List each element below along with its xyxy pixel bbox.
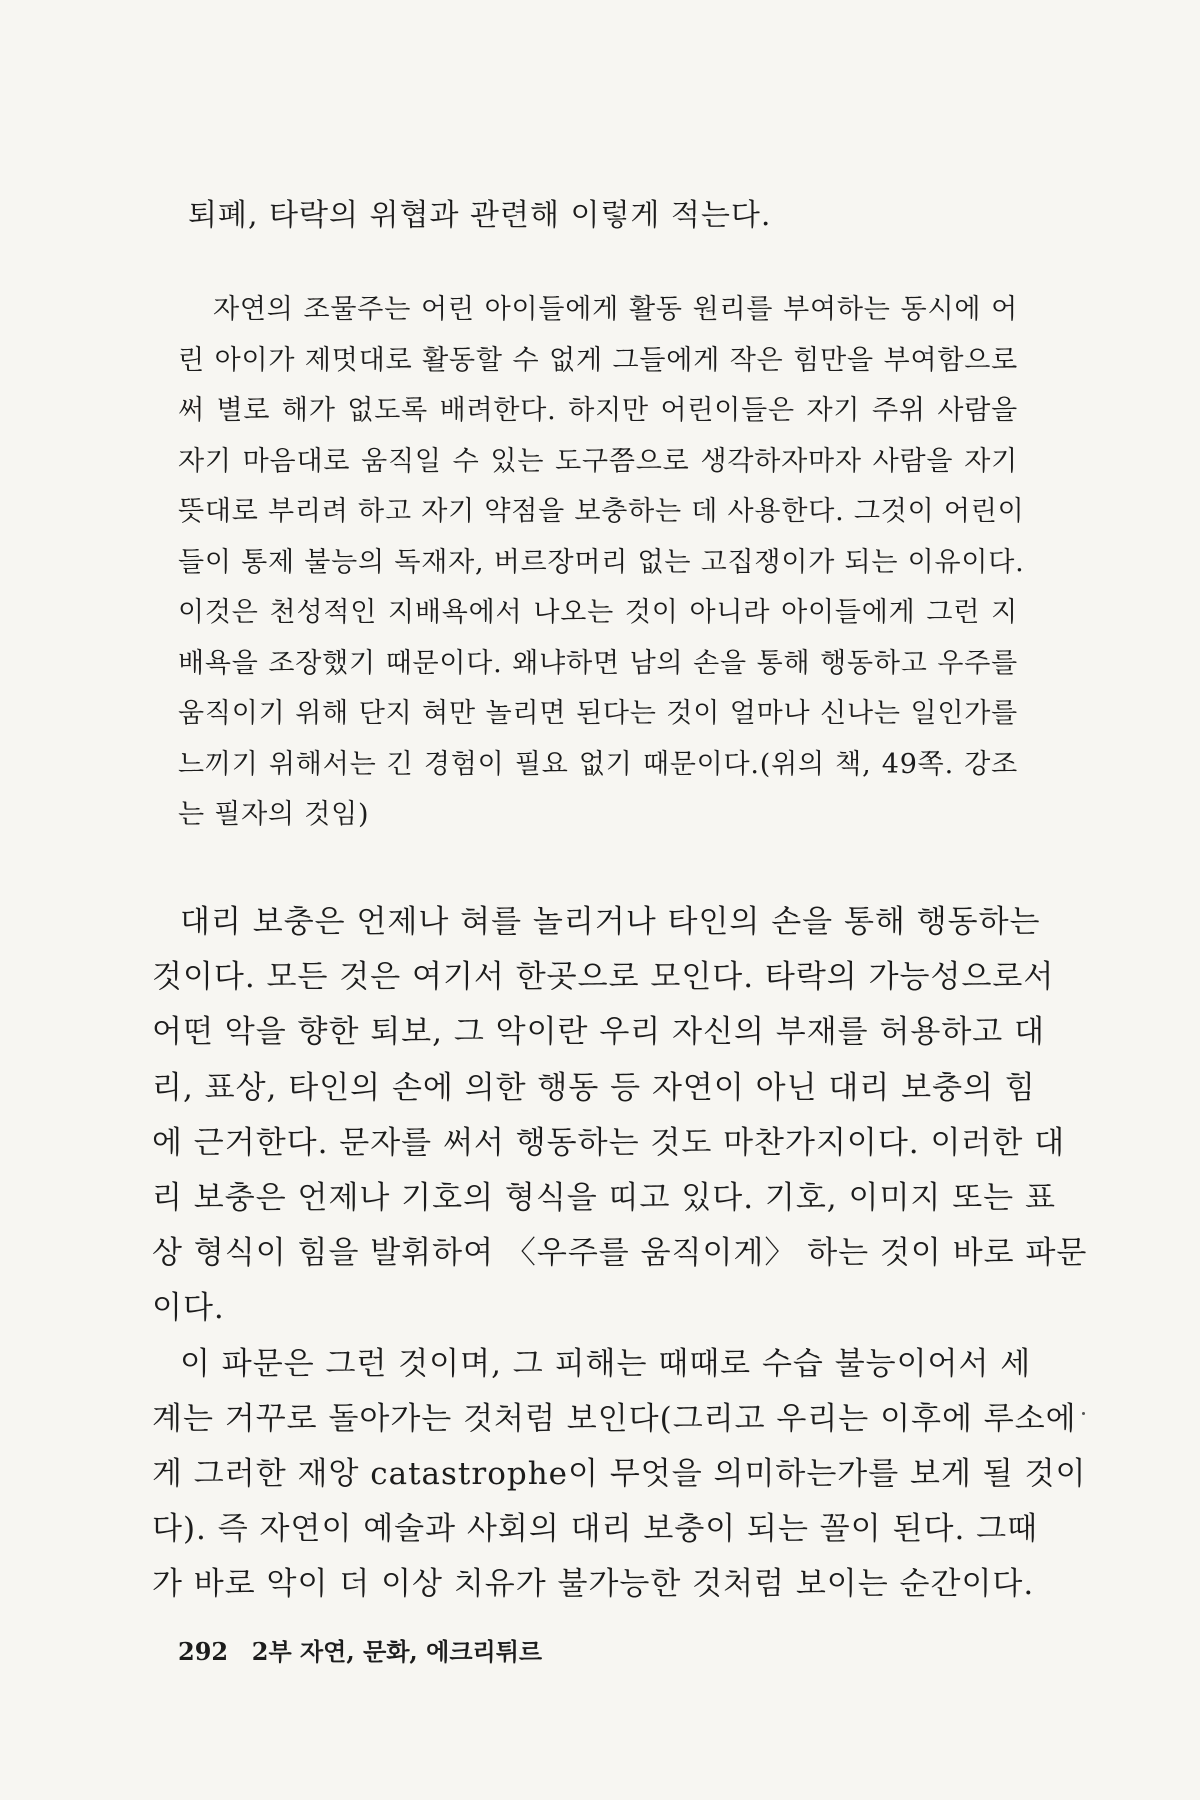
body-line: 어떤 악을 향한 퇴보, 그 악이란 우리 자신의 부재를 허용하고 대 [152,1014,1046,1051]
body-line: 리, 표상, 타인의 손에 의한 행동 등 자연이 아닌 대리 보충의 힘 [152,1069,1036,1106]
quote-line: 이것은 천성적인 지배욕에서 나오는 것이 아니라 아이들에게 그런 지 [178,597,1018,628]
quote-line: 는 필자의 것임) [178,799,370,830]
body-text [152,895,1088,1612]
body-line: 다). 즉 자연이 예술과 사회의 대리 보충이 되는 꼴이 된다. 그때 [152,1511,1039,1548]
block-quote [178,285,1025,841]
page-number: 292 [178,1637,229,1666]
quote-line: 배욕을 조장했기 때문이다. 왜냐하면 남의 손을 통해 행동하고 우주를 [178,647,1018,679]
body-line: 게 그러한 재앙 catastrophe이 무엇을 의미하는가를 보게 될 것이 [152,1455,1087,1492]
page-footer [178,1632,542,1667]
body-line: 가 바로 악이 더 이상 치유가 불가능한 것처럼 보이는 순간이다. [152,1566,1035,1603]
body-line: 에 근거한다. 문자를 써서 행동하는 것도 마찬가지이다. 이러한 대 [152,1124,1066,1161]
body-line: 것이다. 모든 것은 여기서 한곳으로 모인다. 타락의 가능성으로서 [152,959,1055,996]
body-line: 상 형식이 힘을 발휘하여 〈우주를 움직이게〉 하는 것이 바로 파문 [152,1235,1088,1272]
body-line: 이다. [152,1290,225,1327]
quote-line: 자연의 조물주는 어린 아이들에게 활동 원리를 부여하는 동시에 어 [213,294,1018,325]
body-line: 계는 거꾸로 돌아가는 것처럼 보인다(그리고 우리는 이후에 루소에 [152,1400,1077,1437]
intro-sentence: 퇴폐, 타락의 위협과 관련해 이렇게 적는다. [188,198,772,233]
quote-line: 써 별로 해가 없도록 배려한다. 하지만 어린이들은 자기 주위 사람을 [178,395,1018,426]
quote-line: 린 아이가 제멋대로 활동할 수 없게 그들에게 작은 힘만을 부여함으로 [178,344,1018,376]
running-head: 2부 자연, 문화, 에크리튀르 [251,1637,543,1666]
quote-line: 움직이기 위해 단지 혀만 놀리면 된다는 것이 얼마나 신나는 일인가를 [178,698,1018,729]
body-line: 리 보충은 언제나 기호의 형식을 띠고 있다. 기호, 이미지 또는 표 [152,1179,1056,1216]
body-line: 이 파문은 그런 것이며, 그 피해는 때때로 수습 불능이어서 세 [180,1345,1032,1382]
body-line: 대리 보충은 언제나 혀를 놀리거나 타인의 손을 통해 행동하는 [180,904,1041,940]
quote-line: 느끼기 위해서는 긴 경험이 필요 없기 때문이다.(위의 책, 49쪽. 강조 [178,748,1018,780]
scan-speck [1082,1412,1085,1415]
quote-line: 자기 마음대로 움직일 수 있는 도구쯤으로 생각하자마자 사람을 자기 [178,445,1018,477]
quote-line: 들이 통제 불능의 독재자, 버르장머리 없는 고집쟁이가 되는 이유이다. [178,546,1025,578]
quote-line: 뜻대로 부리려 하고 자기 약점을 보충하는 데 사용한다. 그것이 어린이 [178,496,1025,527]
